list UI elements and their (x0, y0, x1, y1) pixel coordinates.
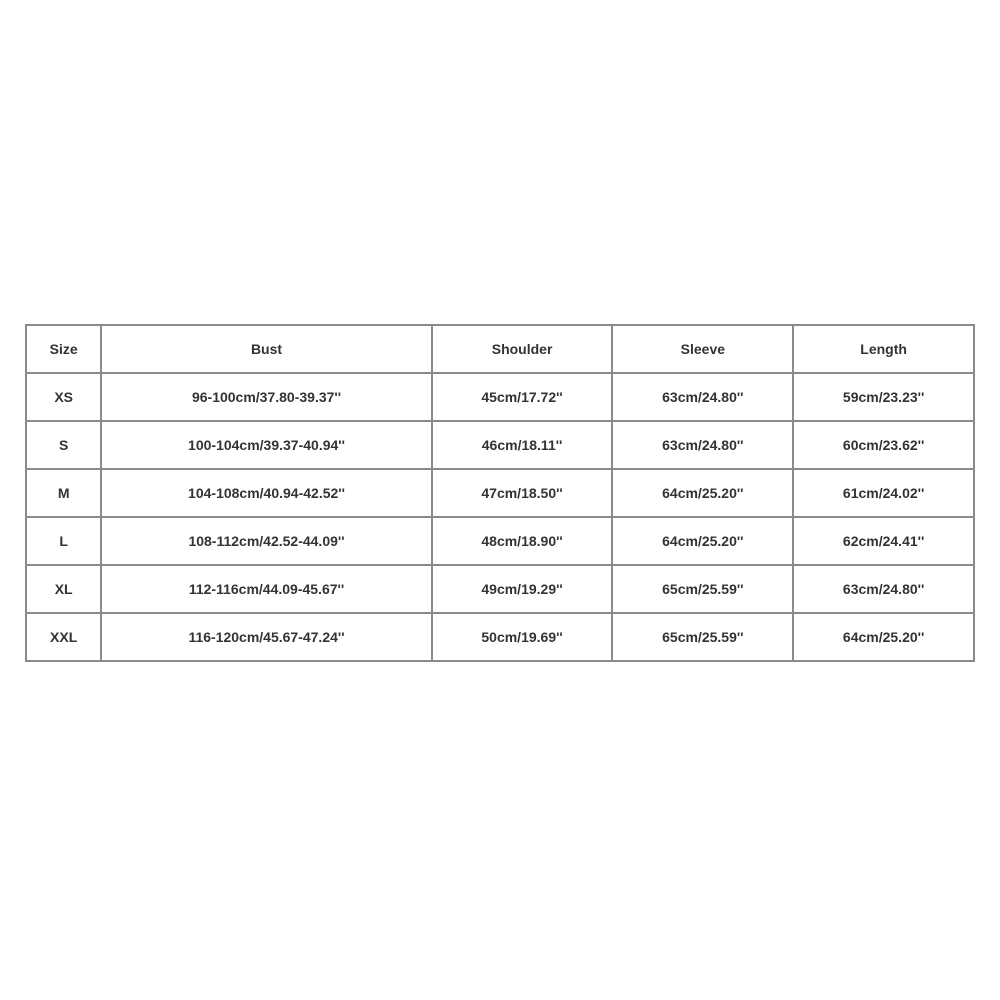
table-row (26, 421, 974, 469)
cell-sleeve: 64cm/25.20'' (612, 517, 793, 565)
cell-size: S (26, 421, 101, 469)
table-row (26, 613, 974, 661)
cell-shoulder: 45cm/17.72'' (432, 373, 613, 421)
cell-shoulder: 48cm/18.90'' (432, 517, 613, 565)
cell-length: 60cm/23.62'' (793, 421, 974, 469)
header-size: Size (26, 325, 101, 373)
cell-sleeve: 65cm/25.59'' (612, 565, 793, 613)
table-row (26, 565, 974, 613)
cell-size: XXL (26, 613, 101, 661)
cell-sleeve: 63cm/24.80'' (612, 421, 793, 469)
cell-shoulder: 47cm/18.50'' (432, 469, 613, 517)
cell-bust: 112-116cm/44.09-45.67'' (101, 565, 431, 613)
cell-length: 64cm/25.20'' (793, 613, 974, 661)
cell-size: M (26, 469, 101, 517)
table-row (26, 469, 974, 517)
cell-length: 61cm/24.02'' (793, 469, 974, 517)
cell-length: 63cm/24.80'' (793, 565, 974, 613)
cell-bust: 100-104cm/39.37-40.94'' (101, 421, 431, 469)
cell-bust: 104-108cm/40.94-42.52'' (101, 469, 431, 517)
cell-sleeve: 63cm/24.80'' (612, 373, 793, 421)
cell-shoulder: 46cm/18.11'' (432, 421, 613, 469)
header-sleeve: Sleeve (612, 325, 793, 373)
cell-shoulder: 50cm/19.69'' (432, 613, 613, 661)
cell-shoulder: 49cm/19.29'' (432, 565, 613, 613)
header-length: Length (793, 325, 974, 373)
cell-size: L (26, 517, 101, 565)
table-row (26, 517, 974, 565)
header-shoulder: Shoulder (432, 325, 613, 373)
cell-length: 59cm/23.23'' (793, 373, 974, 421)
size-chart-table (25, 324, 975, 662)
cell-bust: 116-120cm/45.67-47.24'' (101, 613, 431, 661)
cell-size: XL (26, 565, 101, 613)
table-row (26, 373, 974, 421)
cell-bust: 108-112cm/42.52-44.09'' (101, 517, 431, 565)
cell-sleeve: 64cm/25.20'' (612, 469, 793, 517)
cell-length: 62cm/24.41'' (793, 517, 974, 565)
cell-size: XS (26, 373, 101, 421)
cell-sleeve: 65cm/25.59'' (612, 613, 793, 661)
header-bust: Bust (101, 325, 431, 373)
table-header-row (26, 325, 974, 373)
cell-bust: 96-100cm/37.80-39.37'' (101, 373, 431, 421)
